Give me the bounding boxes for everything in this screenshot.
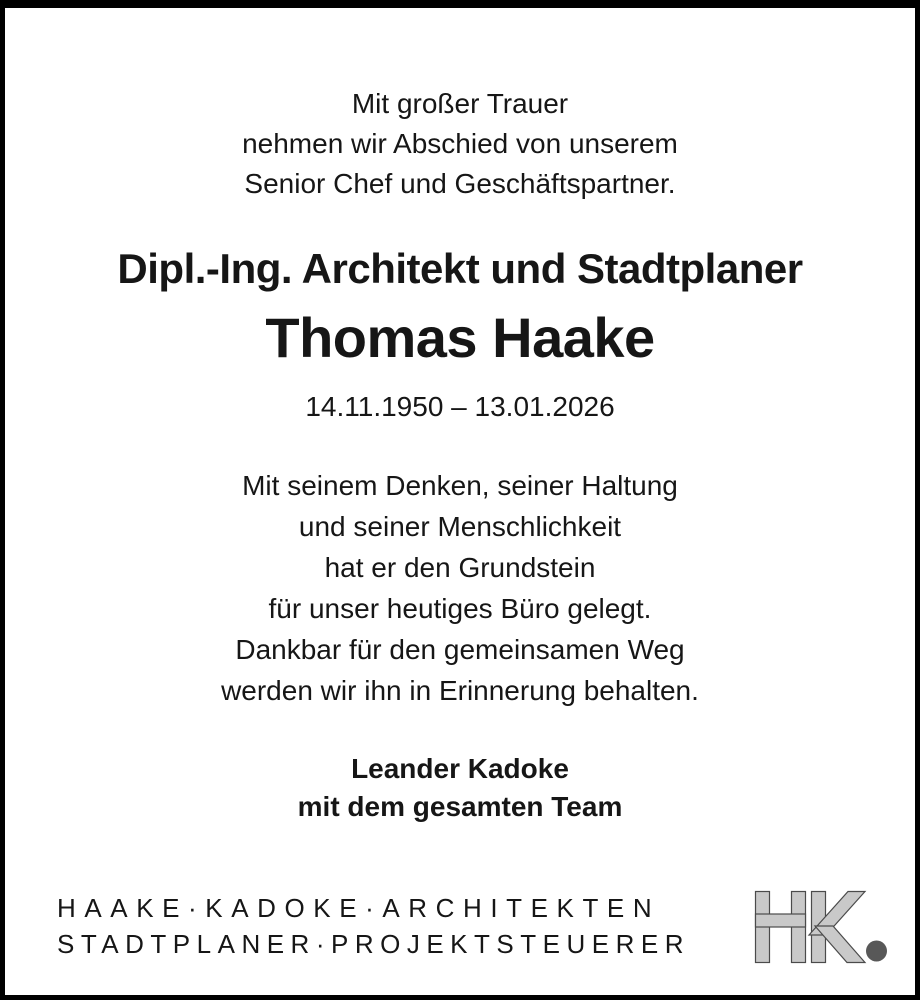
tribute-line: Mit seinem Denken, seiner Haltung: [242, 470, 678, 501]
life-dates: 14.11.1950 – 13.01.2026: [305, 391, 615, 422]
tribute-line: für unser heutiges Büro gelegt.: [268, 593, 652, 624]
intro-text: [5, 84, 915, 204]
hk-company-logo-icon: [754, 890, 889, 966]
tribute-line: und seiner Menschlichkeit: [298, 511, 622, 542]
tribute-text: [5, 465, 915, 711]
signature-block: [5, 750, 915, 826]
deceased-name: Thomas Haake: [265, 306, 655, 369]
intro-line: Senior Chef und Geschäftspartner.: [244, 168, 676, 199]
tribute-line: Dankbar für den gemeinsamen Weg: [235, 634, 685, 665]
logo-dot: [866, 941, 887, 962]
logo-h-crossbar: [756, 914, 806, 927]
tribute-line: hat er den Grundstein: [324, 552, 596, 583]
signature-team: mit dem gesamten Team: [297, 791, 623, 822]
company-name-line: HAAKE·KADOKE·ARCHITEKTEN: [57, 893, 661, 923]
intro-line: nehmen wir Abschied von unserem: [242, 128, 678, 159]
tribute-line: werden wir ihn in Erinnerung behalten.: [221, 675, 699, 706]
signature-name: Leander Kadoke: [351, 753, 569, 784]
intro-line: Mit großer Trauer: [351, 88, 569, 119]
deceased-title: Dipl.-Ing. Architekt und Stadtplaner: [117, 245, 803, 292]
company-name-line: STADTPLANER·PROJEKTSTEUERER: [57, 929, 690, 959]
company-name-block: [57, 890, 690, 962]
